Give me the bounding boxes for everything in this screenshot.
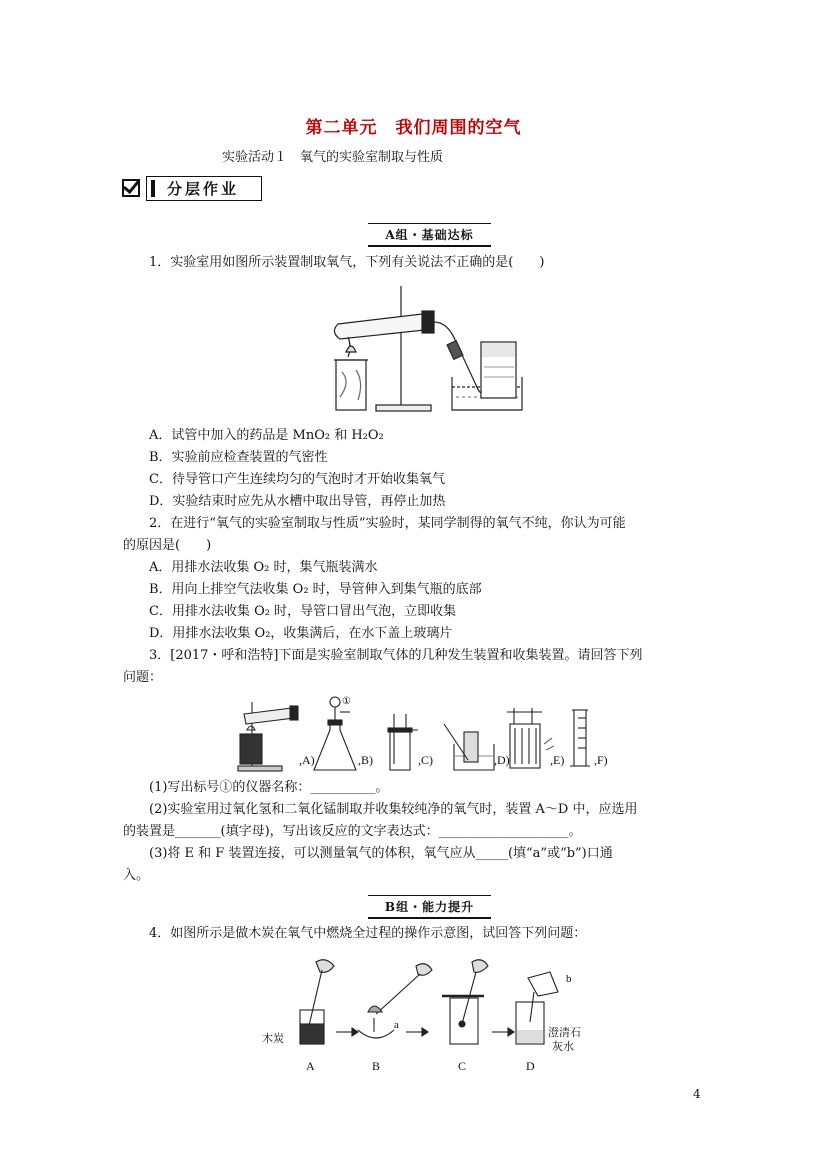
q4-charcoal-label: 木炭 bbox=[262, 1033, 284, 1045]
q3-stem-line2: 问题： bbox=[123, 670, 163, 685]
q3-sub2-line2: 的装置是_______(填字母)，写出该反应的文字表达式：____________________。 bbox=[123, 824, 582, 839]
q3-label-c: ,C) bbox=[418, 753, 433, 767]
section-heading bbox=[122, 176, 262, 200]
q3-sub3-line1: (3)将 E 和 F 装置连接，可以测量氧气的体积，氧气应从_____(填“a”或“b”)口通 bbox=[149, 846, 613, 861]
q3-label-d: ,D) bbox=[494, 753, 510, 767]
q2-option-d: D．用排水法收集 O₂，收集满后，在水下盖上玻璃片 bbox=[149, 626, 453, 641]
q4-label-c: C bbox=[458, 1059, 467, 1073]
q4-label-a: A bbox=[306, 1059, 315, 1073]
q4-stem: 4．如图所示是做木炭在氧气中燃烧全过程的操作示意图，试回答下列问题： bbox=[149, 926, 587, 941]
q3-label-e: ,E) bbox=[550, 753, 565, 767]
q3-sub2-line1: (2)实验室用过氧化氢和二氧化锰制取并收集较纯净的氧气时，装置 A～D 中，应选用 bbox=[149, 802, 638, 817]
q4-limewater-label-1: 澄清石 bbox=[548, 1027, 581, 1039]
page-subtitle: 实验活动１ 氧气的实验室制取与性质 bbox=[222, 150, 444, 165]
q3-sub1: (1)写出标号①的仪器名称：__________。 bbox=[149, 780, 389, 795]
q2-option-a: A．用排水法收集 O₂ 时，集气瓶装满水 bbox=[149, 560, 378, 575]
q4-procedure-figure bbox=[256, 952, 596, 1077]
q4-label-b: B bbox=[372, 1059, 381, 1073]
q3-label-a: ,A) bbox=[299, 753, 315, 767]
q3-label-b: ,B) bbox=[358, 753, 373, 767]
group-b-tag: B组・能力提升 bbox=[368, 895, 491, 919]
q1-option-b: B．实验前应检查装置的气密性 bbox=[149, 450, 328, 465]
q4-a-mark: a bbox=[394, 1019, 399, 1031]
q3-sub3-line2: 入。 bbox=[123, 868, 150, 883]
q4-b-mark: b bbox=[566, 973, 572, 985]
page-title: 第二单元 我们周围的空气 bbox=[305, 118, 522, 138]
q2-option-b: B．用向上排空气法收集 O₂ 时，导管伸入到集气瓶的底部 bbox=[149, 582, 482, 597]
section-label: 分层作业 bbox=[146, 176, 262, 201]
q2-option-c: C．用排水法收集 O₂ 时，导管口冒出气泡，立即收集 bbox=[149, 604, 457, 619]
page-number: 4 bbox=[693, 1087, 701, 1101]
q2-stem-line2: 的原因是( ) bbox=[123, 538, 212, 553]
q1-stem: 1．实验室用如图所示装置制取氧气，下列有关说法不正确的是( ) bbox=[149, 255, 545, 270]
q3-label-f: ,F) bbox=[594, 753, 608, 767]
q3-stem-line1: 3．[2017・呼和浩特]下面是实验室制取气体的几种发生装置和收集装置。请回答下列 bbox=[149, 648, 643, 663]
q1-option-a: A．试管中加入的药品是 MnO₂ 和 H₂O₂ bbox=[149, 428, 384, 443]
q4-limewater-label-2: 灰水 bbox=[552, 1041, 574, 1053]
group-a-tag: A组・基础达标 bbox=[368, 223, 491, 247]
q1-apparatus-figure bbox=[326, 282, 524, 416]
checkmark-icon bbox=[122, 179, 140, 197]
q1-option-c: C．待导管口产生连续均匀的气泡时才开始收集氧气 bbox=[149, 472, 445, 487]
q3-marker-label: ① bbox=[342, 696, 351, 707]
q1-option-d: D．实验结束时应先从水槽中取出导管，再停止加热 bbox=[149, 494, 446, 509]
q2-stem-line1: 2．在进行“氧气的实验室制取与性质”实验时，某同学制得的氧气不纯，你认为可能 bbox=[149, 516, 626, 531]
q4-label-d: D bbox=[526, 1059, 535, 1073]
q3-apparatus-figure bbox=[232, 694, 627, 776]
